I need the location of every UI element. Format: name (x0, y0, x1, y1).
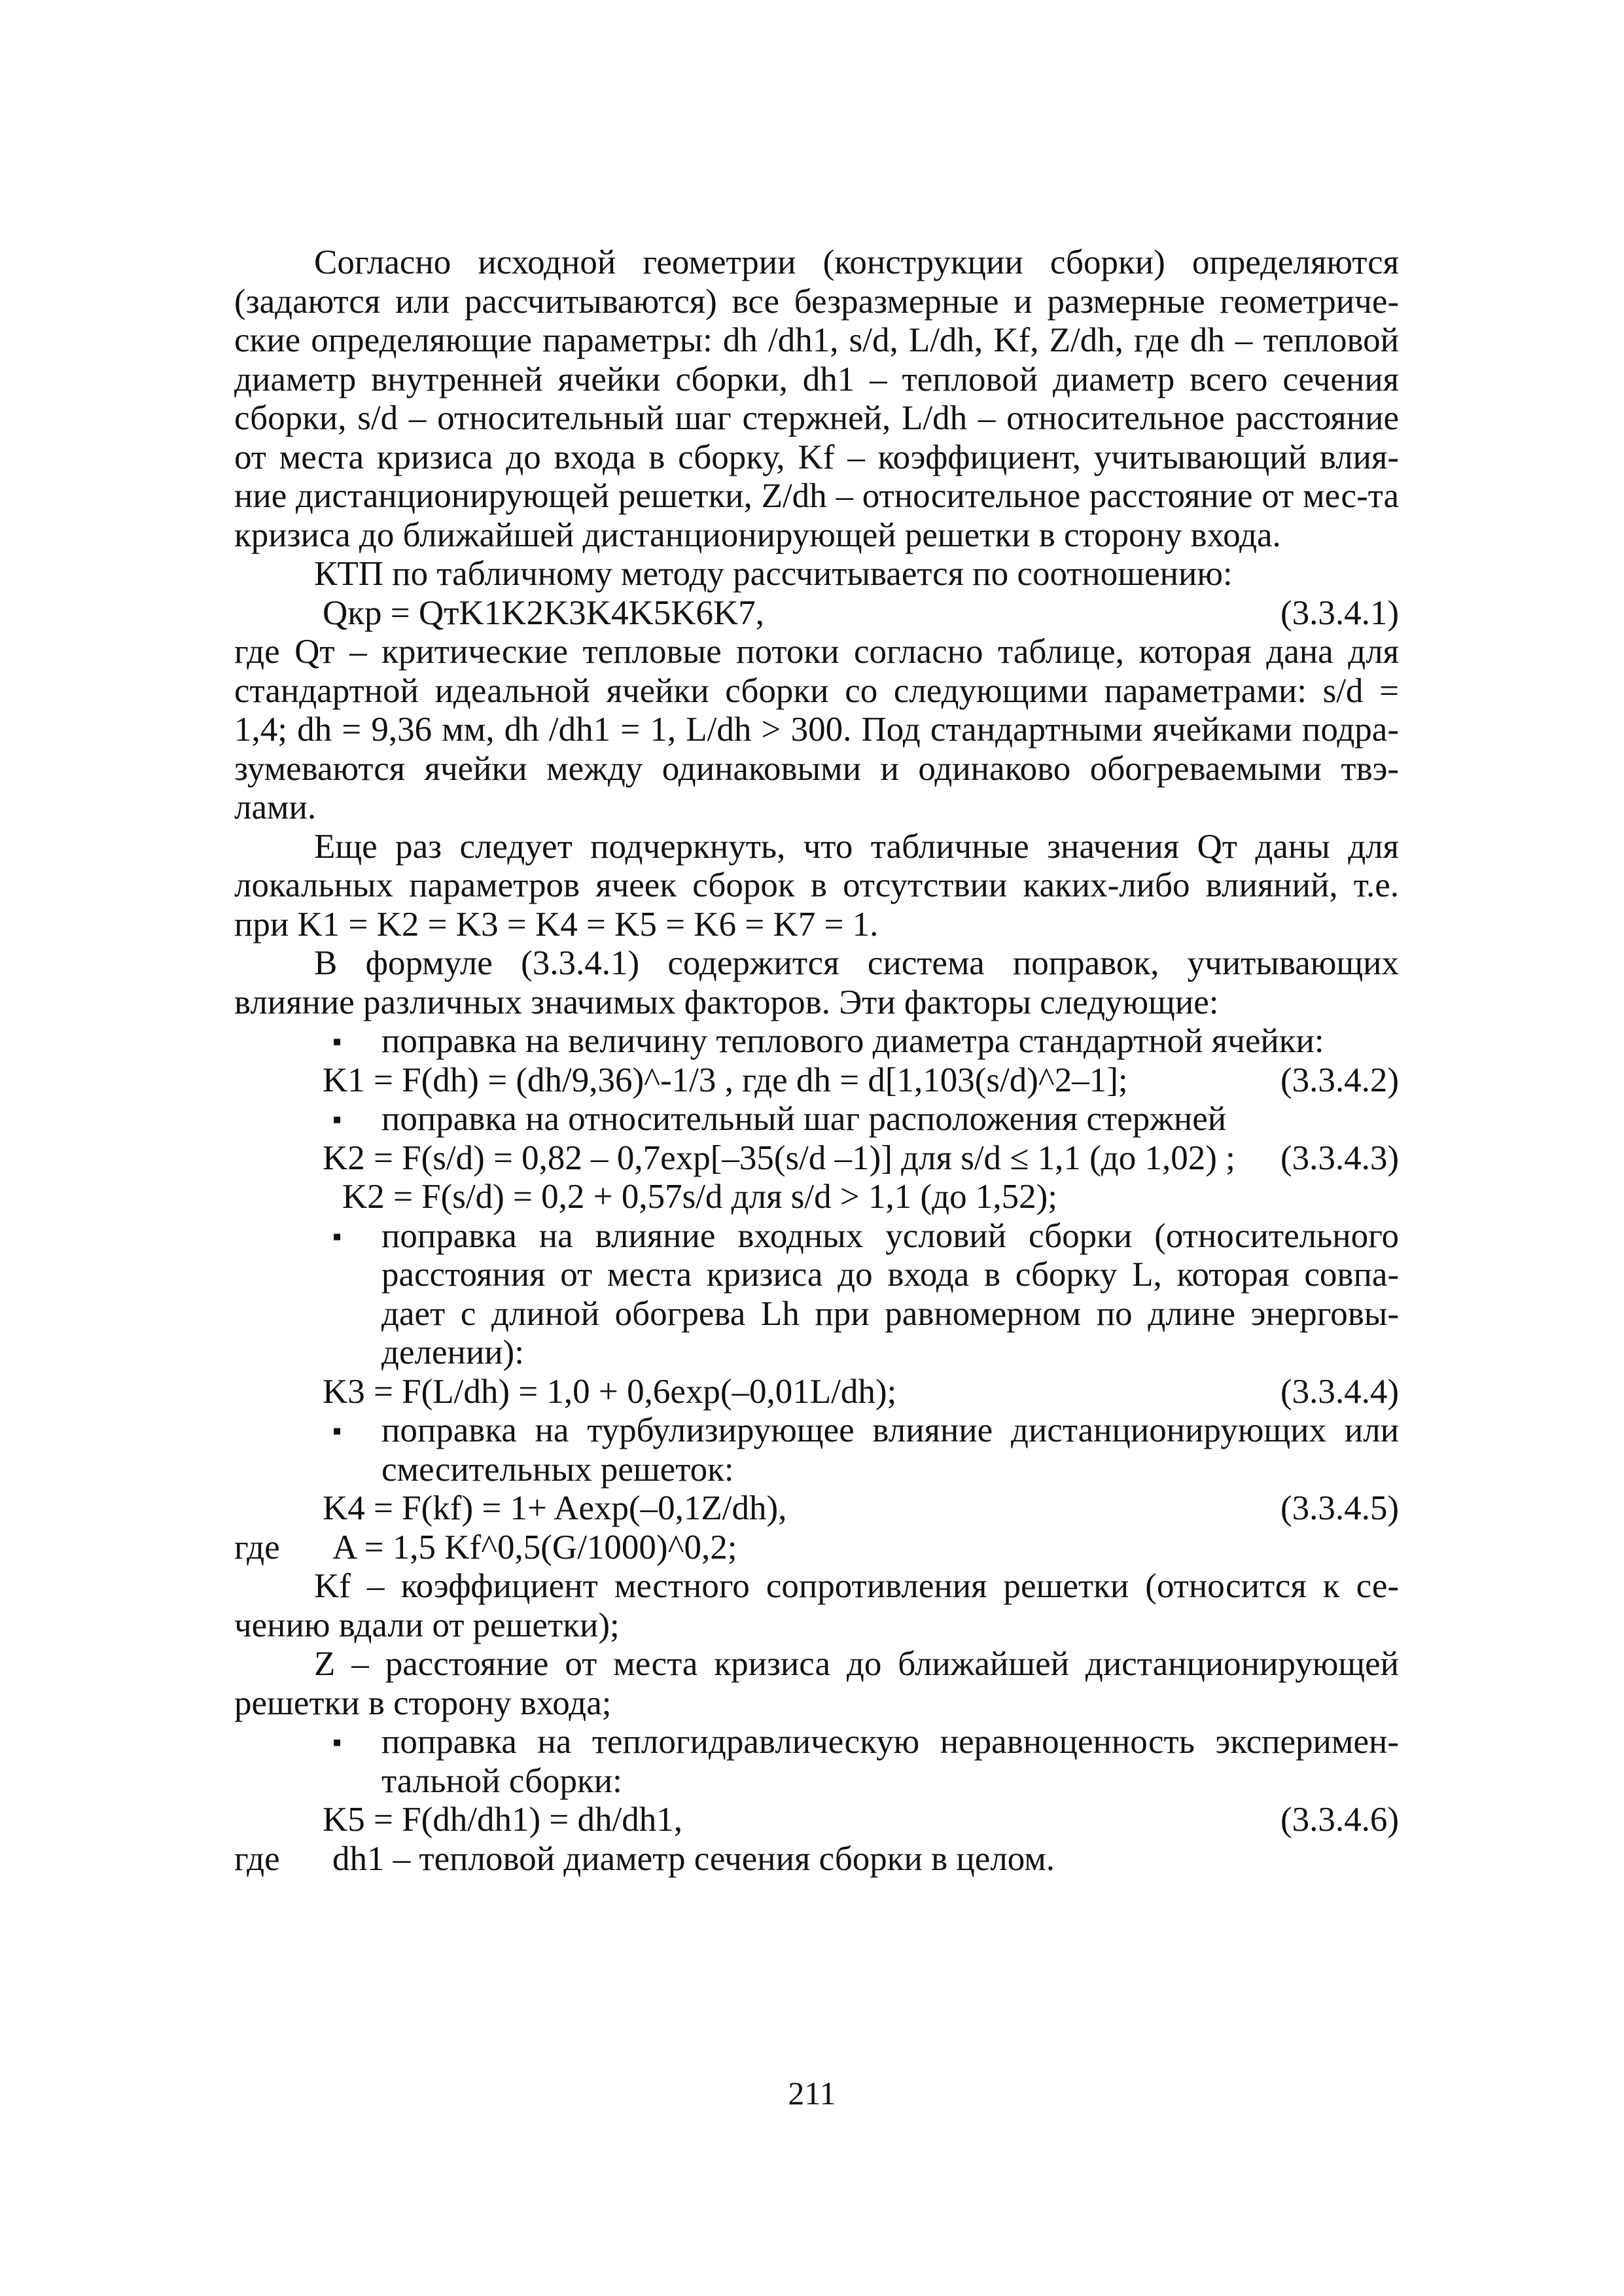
list-item (234, 1100, 1399, 1139)
where-label: где (234, 1528, 280, 1566)
formula-number: (3.3.4.6) (1280, 1801, 1399, 1839)
page-body (234, 243, 1399, 1879)
paragraph-ktp-method: КТП по табличному методу рассчитывается по соотношению: (314, 555, 1233, 593)
formula-3-3-4-4 (234, 1373, 1399, 1412)
formula-number: (3.3.4.4) (1280, 1372, 1399, 1411)
formula-3-3-4-5 (234, 1489, 1399, 1528)
paragraph-geometry: Согласно исходной геометрии (конструкции сборки) определяются (задаются или рассчитываются) все безразмерные и размерные геометриче-ские определяющие параметры: dh /dh1, s/d, L/dh, Kf, Z/dh, где dh – тепловой диаметр внутренней ячейки сборки, dh1 – тепловой диаметр всего сечения сборки, s/d – относительный шаг стержней, L/dh – относительное расстояние от места кризиса до входа в сборку, Kf – коэффициент, учитывающий влия-ние дистанционирующей решетки, Z/dh – относительное расстояние от мес-та кризиса до ближайшей дистанционирующей решетки в сторону входа. (234, 243, 1399, 554)
list-item-text: поправка на турбулизирующее влияние дистанционирующих или смесительных решеток: (381, 1411, 1399, 1489)
formula-3-3-4-3 (234, 1139, 1399, 1178)
where-definition: dh1 – тепловой диаметр сечения сборки в целом. (332, 1839, 1055, 1878)
formula-3-3-4-1 (234, 594, 1399, 633)
where-clause-dh1 (234, 1840, 1399, 1879)
bullet-icon: ▪ (332, 1727, 342, 1757)
where-definition: A = 1,5 Kf^0,5(G/1000)^0,2; (332, 1528, 737, 1566)
list-item (234, 1217, 1399, 1373)
list-item (234, 1022, 1399, 1061)
formula-expression: K3 = F(L/dh) = 1,0 + 0,6exp(–0,01L/dh); (323, 1372, 897, 1411)
list-item (234, 1723, 1399, 1801)
formula-number: (3.3.4.3) (1280, 1139, 1399, 1177)
list-item-text: поправка на величину теплового диаметра стандартной ячейки: (381, 1022, 1324, 1060)
formula-expression: K2 = F(s/d) = 0,82 – 0,7exp[–35(s/d –1)] для s/d ≤ 1,1 (до 1,02) ; (323, 1139, 1235, 1177)
formula-3-3-4-6 (234, 1801, 1399, 1840)
formula-expression: K5 = F(dh/dh1) = dh/dh1, (323, 1801, 683, 1839)
paragraph-corrections-intro: В формуле (3.3.4.1) содержится система поправок, учитывающих влияние различных значимых факторов. Эти факторы следующие: (234, 944, 1399, 1021)
list-item-text: поправка на влияние входных условий сборки (относительного расстояния от места кризиса до входа в сборку L, которая совпа-дает с длиной обогрева Lh при равномерном по длине энерговы-делении): (381, 1216, 1399, 1371)
paragraph-qt-definition: где Qт – критические тепловые потоки согласно таблице, которая дана для стандартной идеальной ячейки сборки со следующими параметрами: s/d = 1,4; dh = 9,36 мм, dh /dh1 = 1, L/dh > 300. Под стандартными ячейками подра-зумеваются ячейки между одинаковыми и одинаково обогреваемыми твэ-лами. (234, 633, 1399, 826)
page-number: 211 (788, 2075, 836, 2111)
paragraph-z-definition: Z – расстояние от места кризиса до ближайшей дистанционирующей решетки в сторону входа; (234, 1645, 1399, 1722)
bullet-icon: ▪ (332, 1104, 342, 1134)
formula-3-3-4-2 (234, 1061, 1399, 1101)
where-clause-a (234, 1528, 1399, 1568)
formula-expression: K2 = F(s/d) = 0,2 + 0,57s/d для s/d > 1,1 (до 1,52); (342, 1178, 1057, 1216)
formula-number: (3.3.4.2) (1280, 1061, 1399, 1099)
where-label: где (234, 1839, 280, 1878)
list-item-text: поправка на относительный шаг расположения стержней (381, 1100, 1227, 1138)
bullet-icon: ▪ (332, 1027, 342, 1056)
bullet-icon: ▪ (332, 1221, 342, 1251)
formula-3-3-4-3-continuation (234, 1178, 1399, 1217)
paragraph-table-values: Еще раз следует подчеркнуть, что табличные значения Qт даны для локальных параметров ячеек сборок в отсутствии каких-либо влияний, т.е. при K1 = K2 = K3 = K4 = K5 = K6 = K7 = 1. (234, 827, 1399, 944)
list-item-text: поправка на теплогидравлическую неравноценность эксперимен-тальной сборки: (381, 1723, 1399, 1800)
bullet-icon: ▪ (332, 1416, 342, 1445)
formula-expression: Qкр = QтK1K2K3K4K5K6K7, (323, 593, 765, 632)
formula-number: (3.3.4.5) (1280, 1489, 1399, 1527)
formula-expression: K4 = F(kf) = 1+ Aexp(–0,1Z/dh), (323, 1489, 787, 1527)
paragraph-kf-definition: Kf – коэффициент местного сопротивления решетки (относится к се-чению вдали от решетки); (234, 1567, 1399, 1644)
list-item (234, 1411, 1399, 1489)
formula-expression: K1 = F(dh) = (dh/9,36)^-1/3 , где dh = d[1,103(s/d)^2–1]; (323, 1061, 1128, 1099)
formula-number: (3.3.4.1) (1280, 593, 1399, 632)
